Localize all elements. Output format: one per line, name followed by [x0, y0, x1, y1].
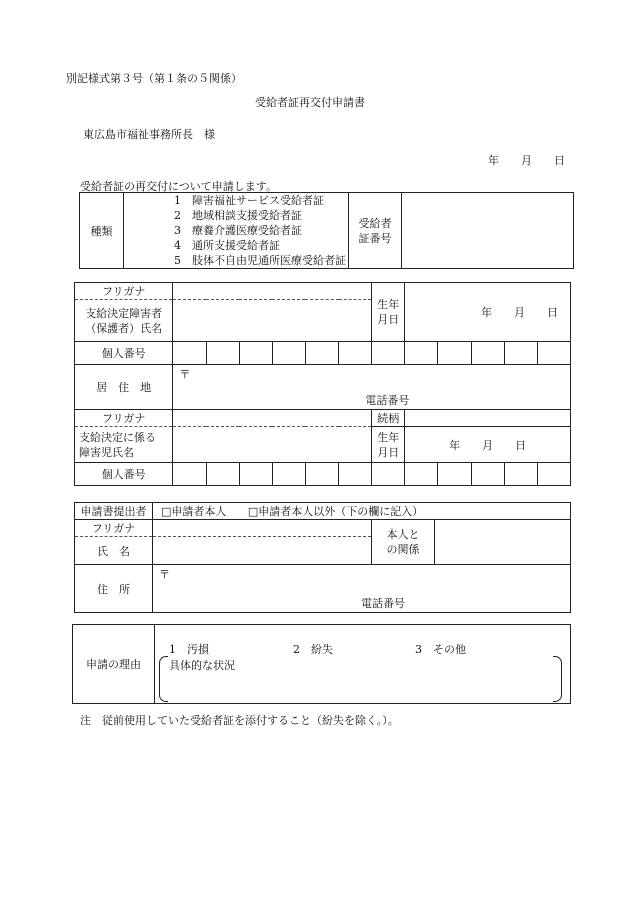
submitter-address-field[interactable] [153, 565, 571, 613]
furigana-label: フリガナ [75, 283, 173, 300]
submitter-relation-field[interactable] [435, 520, 571, 565]
postal-mark: 〒 [159, 568, 170, 581]
digit-cell[interactable] [339, 463, 372, 486]
applicant-table [74, 282, 571, 486]
reason-detail-label: 具体的な状況 [169, 659, 235, 672]
personal-number-label: 個人番号 [75, 463, 173, 486]
digit-cell[interactable] [305, 463, 338, 486]
addressee: 東広島市福祉事務所長 様 [83, 128, 215, 141]
type-item: 5 肢体不自由児通所医療受給者証 [174, 254, 346, 267]
digit-cell[interactable] [438, 463, 471, 486]
reason-table [72, 624, 571, 704]
submitter-options [153, 503, 571, 520]
submitter-table [74, 502, 571, 613]
digit-cell[interactable] [405, 463, 438, 486]
type-item: 3 療養介護医療受給者証 [174, 224, 302, 237]
child-furigana-field[interactable] [173, 410, 372, 427]
child-birth-date-field[interactable]: 年 月 日 [405, 427, 571, 463]
bracket-right-icon [553, 656, 562, 702]
digit-cell[interactable] [537, 463, 570, 486]
digit-cell[interactable] [405, 342, 438, 365]
address-field[interactable] [173, 365, 571, 410]
bracket-left-icon [159, 656, 168, 702]
reason-label: 申請の理由 [73, 625, 155, 704]
digit-cell[interactable] [504, 342, 537, 365]
type-item: 2 地域相談支援受給者証 [174, 209, 302, 222]
furigana-label: フリガナ [75, 410, 173, 427]
submitter-address-label: 住 所 [75, 565, 153, 613]
statement: 受給者証の再交付について申請します。 [80, 180, 277, 193]
birth-label: 生年 月日 [372, 283, 405, 342]
child-name-label: 支給決定に係る 障害児氏名 [75, 427, 173, 463]
type-item: 4 通所支援受給者証 [174, 239, 280, 252]
relation-field[interactable] [405, 410, 571, 427]
digit-cell[interactable] [372, 342, 405, 365]
personal-number-label: 個人番号 [75, 342, 173, 365]
digit-cell[interactable] [372, 463, 405, 486]
form-number: 別記様式第３号（第１条の５関係） [66, 72, 242, 85]
digit-cell[interactable] [206, 342, 239, 365]
postal-mark: 〒 [179, 368, 191, 381]
digit-cell[interactable] [239, 463, 272, 486]
reason-field [155, 625, 571, 704]
cert-number-label: 受給者 証番号 [349, 193, 402, 269]
submitter-label: 申請書提出者 [75, 503, 153, 520]
digit-cell[interactable] [272, 342, 305, 365]
cert-number-field[interactable] [402, 193, 574, 269]
page-title: 受給者証再交付申請書 [255, 96, 365, 109]
digit-cell[interactable] [504, 463, 537, 486]
applicant-name-field[interactable] [173, 300, 372, 342]
reason-option-soiled[interactable]: 1 汚損 [169, 643, 209, 656]
relation-label: 続柄 [372, 410, 405, 427]
child-birth-label: 生年 月日 [372, 427, 405, 463]
birth-date-field[interactable]: 年 月 日 [405, 283, 571, 342]
child-name-field[interactable] [173, 427, 372, 463]
digit-cell[interactable] [305, 342, 338, 365]
digit-cell[interactable] [173, 342, 206, 365]
address-label: 居 住 地 [75, 365, 173, 410]
submitter-relation-label: 本人と の関係 [372, 520, 435, 565]
digit-cell[interactable] [471, 342, 504, 365]
digit-cell[interactable] [471, 463, 504, 486]
digit-cell[interactable] [339, 342, 372, 365]
digit-cell[interactable] [272, 463, 305, 486]
option-self-checkbox[interactable]: □申請者本人 [161, 505, 227, 518]
submitter-name-field[interactable] [153, 537, 372, 565]
footnote: 注 従前使用していた受給者証を添付すること（紛失を除く。）。 [80, 714, 399, 727]
furigana-label: フリガナ [75, 520, 153, 537]
digit-cell[interactable] [173, 463, 206, 486]
submitter-name-label: 氏 名 [75, 537, 153, 565]
type-item: 1 障害福祉サービス受給者証 [174, 194, 324, 207]
phone-label: 電話番号 [361, 597, 405, 610]
submitter-furigana-field[interactable] [153, 520, 372, 537]
applicant-name-label: 支給決定障害者 （保護者）氏名 [75, 300, 173, 342]
digit-cell[interactable] [239, 342, 272, 365]
phone-label: 電話番号 [365, 394, 410, 407]
digit-cell[interactable] [438, 342, 471, 365]
types-label: 種類 [80, 193, 124, 269]
digit-cell[interactable] [537, 342, 570, 365]
types-table [79, 192, 574, 269]
option-other-checkbox[interactable]: □申請者本人以外（下の欄に記入） [247, 505, 424, 518]
date-line: 年 月 日 [488, 154, 565, 167]
types-list [124, 193, 349, 269]
digit-cell[interactable] [206, 463, 239, 486]
reason-option-other[interactable]: 3 その他 [415, 643, 466, 656]
reason-option-lost[interactable]: 2 紛失 [293, 643, 333, 656]
furigana-field[interactable] [173, 283, 372, 300]
